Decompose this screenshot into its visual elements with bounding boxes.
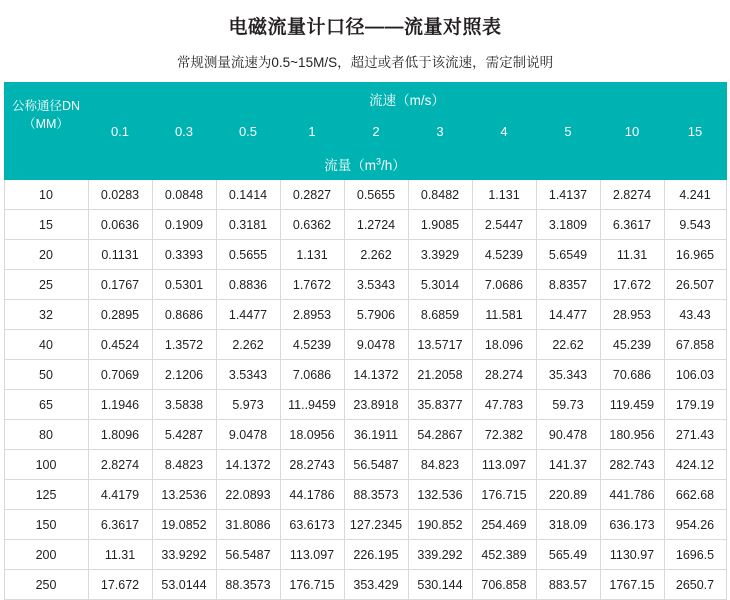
table-row xyxy=(4,570,726,600)
cell-flow-value: 44.1786 xyxy=(280,480,344,510)
table-row xyxy=(4,180,726,210)
cell-dn: 125 xyxy=(4,480,88,510)
cell-flow-value: 45.239 xyxy=(600,330,664,360)
header-cell-speed-value: 4 xyxy=(472,116,536,148)
cell-flow-value: 0.5655 xyxy=(344,180,408,210)
cell-flow-value: 17.672 xyxy=(600,270,664,300)
cell-flow-value: 6.3617 xyxy=(88,510,152,540)
cell-flow-value: 16.965 xyxy=(664,240,726,270)
cell-flow-value: 4.241 xyxy=(664,180,726,210)
cell-flow-value: 141.37 xyxy=(536,450,600,480)
cell-flow-value: 9.0478 xyxy=(216,420,280,450)
cell-flow-value: 1130.97 xyxy=(600,540,664,570)
cell-dn: 100 xyxy=(4,450,88,480)
cell-flow-value: 3.5343 xyxy=(216,360,280,390)
cell-flow-value: 11.31 xyxy=(88,540,152,570)
cell-flow-value: 63.6173 xyxy=(280,510,344,540)
header-cell-flow xyxy=(4,148,726,180)
cell-flow-value: 3.1809 xyxy=(536,210,600,240)
cell-flow-value: 22.62 xyxy=(536,330,600,360)
cell-flow-value: 2.8953 xyxy=(280,300,344,330)
cell-dn: 20 xyxy=(4,240,88,270)
cell-flow-value: 180.956 xyxy=(600,420,664,450)
cell-flow-value: 11.581 xyxy=(472,300,536,330)
cell-flow-value: 254.469 xyxy=(472,510,536,540)
cell-flow-value: 22.0893 xyxy=(216,480,280,510)
cell-flow-value: 4.5239 xyxy=(472,240,536,270)
table-row xyxy=(4,240,726,270)
table-body xyxy=(4,180,726,600)
cell-flow-value: 31.8086 xyxy=(216,510,280,540)
cell-flow-value: 21.2058 xyxy=(408,360,472,390)
cell-flow-value: 176.715 xyxy=(280,570,344,600)
cell-flow-value: 220.89 xyxy=(536,480,600,510)
cell-dn: 50 xyxy=(4,360,88,390)
cell-flow-value: 530.144 xyxy=(408,570,472,600)
cell-flow-value: 0.4524 xyxy=(88,330,152,360)
cell-flow-value: 0.1131 xyxy=(88,240,152,270)
header-cell-speed-value: 2 xyxy=(344,116,408,148)
cell-flow-value: 0.0636 xyxy=(88,210,152,240)
cell-flow-value: 5.7906 xyxy=(344,300,408,330)
table-row xyxy=(4,270,726,300)
cell-flow-value: 1.3572 xyxy=(152,330,216,360)
cell-flow-value: 7.0686 xyxy=(280,360,344,390)
cell-flow-value: 9.0478 xyxy=(344,330,408,360)
cell-flow-value: 59.73 xyxy=(536,390,600,420)
cell-flow-value: 6.3617 xyxy=(600,210,664,240)
cell-flow-value: 28.953 xyxy=(600,300,664,330)
cell-flow-value: 56.5487 xyxy=(344,450,408,480)
cell-flow-value: 176.715 xyxy=(472,480,536,510)
cell-flow-value: 636.173 xyxy=(600,510,664,540)
cell-flow-value: 8.4823 xyxy=(152,450,216,480)
cell-flow-value: 23.8918 xyxy=(344,390,408,420)
cell-flow-value: 14.1372 xyxy=(216,450,280,480)
table-row xyxy=(4,450,726,480)
cell-flow-value: 1.8096 xyxy=(88,420,152,450)
cell-flow-value: 132.536 xyxy=(408,480,472,510)
cell-flow-value: 113.097 xyxy=(280,540,344,570)
cell-flow-value: 84.823 xyxy=(408,450,472,480)
cell-flow-value: 0.3393 xyxy=(152,240,216,270)
cell-flow-value: 0.8686 xyxy=(152,300,216,330)
cell-dn: 200 xyxy=(4,540,88,570)
cell-flow-value: 14.477 xyxy=(536,300,600,330)
cell-flow-value: 26.507 xyxy=(664,270,726,300)
cell-flow-value: 5.973 xyxy=(216,390,280,420)
cell-flow-value: 441.786 xyxy=(600,480,664,510)
cell-flow-value: 1696.5 xyxy=(664,540,726,570)
cell-flow-value: 90.478 xyxy=(536,420,600,450)
cell-flow-value: 11.31 xyxy=(600,240,664,270)
cell-flow-value: 452.389 xyxy=(472,540,536,570)
cell-flow-value: 3.5838 xyxy=(152,390,216,420)
header-row-speed-values xyxy=(4,116,726,148)
cell-flow-value: 1.4477 xyxy=(216,300,280,330)
cell-flow-value: 0.8836 xyxy=(216,270,280,300)
header-cell-dn xyxy=(4,83,88,148)
cell-dn: 15 xyxy=(4,210,88,240)
cell-flow-value: 5.6549 xyxy=(536,240,600,270)
cell-flow-value: 0.1767 xyxy=(88,270,152,300)
table-row xyxy=(4,510,726,540)
page-title: 电磁流量计口径——流量对照表 xyxy=(228,17,502,38)
table-row xyxy=(4,300,726,330)
table-row xyxy=(4,330,726,360)
flow-label-prefix: 流量（m xyxy=(324,157,376,173)
cell-flow-value: 1.9085 xyxy=(408,210,472,240)
cell-flow-value: 1.1946 xyxy=(88,390,152,420)
cell-flow-value: 67.858 xyxy=(664,330,726,360)
cell-flow-value: 33.9292 xyxy=(152,540,216,570)
cell-flow-value: 35.8377 xyxy=(408,390,472,420)
cell-flow-value: 282.743 xyxy=(600,450,664,480)
cell-flow-value: 0.3181 xyxy=(216,210,280,240)
cell-dn: 80 xyxy=(4,420,88,450)
cell-flow-value: 54.2867 xyxy=(408,420,472,450)
cell-flow-value: 1.2724 xyxy=(344,210,408,240)
page-subtitle: 常规测量流速为0.5~15M/S，超过或者低于该流速，需定制说明 xyxy=(176,55,554,70)
cell-flow-value: 1767.15 xyxy=(600,570,664,600)
cell-flow-value: 662.68 xyxy=(664,480,726,510)
cell-flow-value: 47.783 xyxy=(472,390,536,420)
cell-flow-value: 18.096 xyxy=(472,330,536,360)
cell-flow-value: 1.7672 xyxy=(280,270,344,300)
cell-flow-value: 19.0852 xyxy=(152,510,216,540)
cell-flow-value: 424.12 xyxy=(664,450,726,480)
header-row-speed xyxy=(4,83,726,116)
cell-flow-value: 11..9459 xyxy=(280,390,344,420)
cell-flow-value: 13.5717 xyxy=(408,330,472,360)
cell-flow-value: 0.7069 xyxy=(88,360,152,390)
cell-flow-value: 8.6859 xyxy=(408,300,472,330)
cell-flow-value: 36.1911 xyxy=(344,420,408,450)
cell-flow-value: 179.19 xyxy=(664,390,726,420)
flow-label-suffix: /h） xyxy=(381,157,406,173)
cell-flow-value: 28.2743 xyxy=(280,450,344,480)
cell-flow-value: 954.26 xyxy=(664,510,726,540)
cell-flow-value: 127.2345 xyxy=(344,510,408,540)
cell-flow-value: 883.57 xyxy=(536,570,600,600)
cell-flow-value: 0.1414 xyxy=(216,180,280,210)
cell-flow-value: 9.543 xyxy=(664,210,726,240)
table-row xyxy=(4,210,726,240)
cell-flow-value: 2.262 xyxy=(216,330,280,360)
cell-flow-value: 119.459 xyxy=(600,390,664,420)
cell-flow-value: 18.0956 xyxy=(280,420,344,450)
cell-flow-value: 0.1909 xyxy=(152,210,216,240)
header-row-flow xyxy=(4,148,726,180)
header-cell-speed-value: 0.3 xyxy=(152,116,216,148)
cell-dn: 65 xyxy=(4,390,88,420)
cell-flow-value: 565.49 xyxy=(536,540,600,570)
cell-flow-value: 0.5655 xyxy=(216,240,280,270)
cell-flow-value: 5.4287 xyxy=(152,420,216,450)
cell-flow-value: 106.03 xyxy=(664,360,726,390)
cell-flow-value: 3.5343 xyxy=(344,270,408,300)
cell-flow-value: 318.09 xyxy=(536,510,600,540)
cell-flow-value: 0.2827 xyxy=(280,180,344,210)
table-row xyxy=(4,420,726,450)
header-cell-speed-value: 0.1 xyxy=(88,116,152,148)
table-row xyxy=(4,540,726,570)
cell-flow-value: 35.343 xyxy=(536,360,600,390)
table-row xyxy=(4,480,726,510)
header-cell-speed-value: 3 xyxy=(408,116,472,148)
cell-flow-value: 14.1372 xyxy=(344,360,408,390)
cell-flow-value: 2.8274 xyxy=(88,450,152,480)
cell-flow-value: 4.4179 xyxy=(88,480,152,510)
cell-flow-value: 4.5239 xyxy=(280,330,344,360)
cell-dn: 40 xyxy=(4,330,88,360)
cell-flow-value: 0.8482 xyxy=(408,180,472,210)
cell-flow-value: 2.8274 xyxy=(600,180,664,210)
flow-label-sup: 3 xyxy=(375,156,381,166)
cell-flow-value: 226.195 xyxy=(344,540,408,570)
cell-flow-value: 0.2895 xyxy=(88,300,152,330)
cell-dn: 25 xyxy=(4,270,88,300)
cell-flow-value: 706.858 xyxy=(472,570,536,600)
table-row xyxy=(4,360,726,390)
cell-flow-value: 190.852 xyxy=(408,510,472,540)
cell-flow-value: 88.3573 xyxy=(344,480,408,510)
header-cell-speed-value: 5 xyxy=(536,116,600,148)
header-cell-speed: 流速（m/s） xyxy=(88,83,726,116)
cell-dn: 32 xyxy=(4,300,88,330)
cell-flow-value: 1.131 xyxy=(280,240,344,270)
header-cell-speed-value: 1 xyxy=(280,116,344,148)
header-dn-line1: 公称通径DN xyxy=(11,98,81,113)
flow-reference-table xyxy=(4,82,727,600)
cell-flow-value: 17.672 xyxy=(88,570,152,600)
table-header xyxy=(4,83,726,180)
cell-flow-value: 0.0283 xyxy=(88,180,152,210)
cell-flow-value: 339.292 xyxy=(408,540,472,570)
cell-flow-value: 70.686 xyxy=(600,360,664,390)
header-cell-speed-value: 15 xyxy=(664,116,726,148)
header-cell-speed-value: 0.5 xyxy=(216,116,280,148)
cell-flow-value: 353.429 xyxy=(344,570,408,600)
cell-flow-value: 113.097 xyxy=(472,450,536,480)
cell-flow-value: 3.3929 xyxy=(408,240,472,270)
page-container xyxy=(0,12,730,600)
header-cell-speed-value: 10 xyxy=(600,116,664,148)
cell-flow-value: 53.0144 xyxy=(152,570,216,600)
cell-flow-value: 0.6362 xyxy=(280,210,344,240)
cell-flow-value: 28.274 xyxy=(472,360,536,390)
cell-flow-value: 7.0686 xyxy=(472,270,536,300)
cell-dn: 150 xyxy=(4,510,88,540)
cell-dn: 10 xyxy=(4,180,88,210)
cell-flow-value: 1.4137 xyxy=(536,180,600,210)
cell-flow-value: 2.5447 xyxy=(472,210,536,240)
cell-flow-value: 8.8357 xyxy=(536,270,600,300)
cell-flow-value: 0.0848 xyxy=(152,180,216,210)
table-row xyxy=(4,390,726,420)
cell-flow-value: 0.5301 xyxy=(152,270,216,300)
cell-flow-value: 271.43 xyxy=(664,420,726,450)
cell-flow-value: 1.131 xyxy=(472,180,536,210)
header-dn-line2: （MM） xyxy=(23,117,69,131)
cell-flow-value: 43.43 xyxy=(664,300,726,330)
cell-flow-value: 5.3014 xyxy=(408,270,472,300)
cell-flow-value: 2650.7 xyxy=(664,570,726,600)
cell-flow-value: 88.3573 xyxy=(216,570,280,600)
cell-flow-value: 2.1206 xyxy=(152,360,216,390)
cell-flow-value: 13.2536 xyxy=(152,480,216,510)
cell-flow-value: 2.262 xyxy=(344,240,408,270)
cell-flow-value: 56.5487 xyxy=(216,540,280,570)
cell-dn: 250 xyxy=(4,570,88,600)
cell-flow-value: 72.382 xyxy=(472,420,536,450)
